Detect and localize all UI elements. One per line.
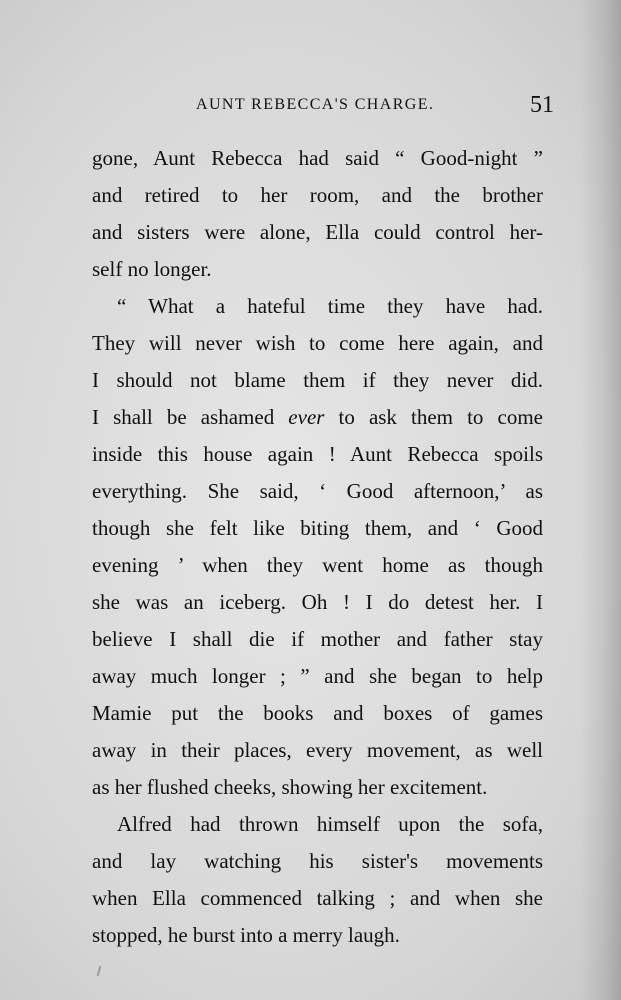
text-line: Mamie put the books and boxes of games [92,701,543,725]
running-header [196,92,554,122]
text-line: when Ella commenced talking ; and when she [92,886,543,910]
text-line: and lay watching his sister's movements [92,849,543,873]
body-text [92,140,543,954]
text-line: evening ’ when they went home as though [92,553,543,577]
text-line: They will never wish to come here again, and [92,331,543,355]
text-line: “ What a hateful time they have had. [117,294,543,318]
text-line: though she felt like biting them, and ‘ Good [92,516,543,540]
text-line: and sisters were alone, Ella could control her- [92,220,543,244]
paper-speck [97,966,102,976]
text-line: I shall be ashamed ever to ask them to come [92,405,543,429]
text-line: away in their places, every movement, as well [92,738,543,762]
emphasis: ever [288,405,325,429]
text-line: gone, Aunt Rebecca had said “ Good-night ” [92,146,543,170]
text-line: away much longer ; ” and she began to help [92,664,543,688]
page-number: 51 [530,92,554,118]
running-title: AUNT REBECCA'S CHARGE. [196,96,435,113]
text-line: and retired to her room, and the brother [92,183,543,207]
text-line: as her flushed cheeks, showing her excitement. [92,775,488,799]
text-line: everything. She said, ‘ Good afternoon,’ as [92,479,543,503]
text-line: I should not blame them if they never did. [92,368,543,392]
text-line: inside this house again ! Aunt Rebecca spoils [92,442,543,466]
text-line: Alfred had thrown himself upon the sofa, [117,812,543,836]
text-line: she was an iceberg. Oh ! I do detest her. I [92,590,543,614]
text-line: self no longer. [92,257,212,281]
text-line: stopped, he burst into a merry laugh. [92,923,400,947]
text-line: believe I shall die if mother and father stay [92,627,543,651]
page-gutter-shadow [579,0,621,1000]
